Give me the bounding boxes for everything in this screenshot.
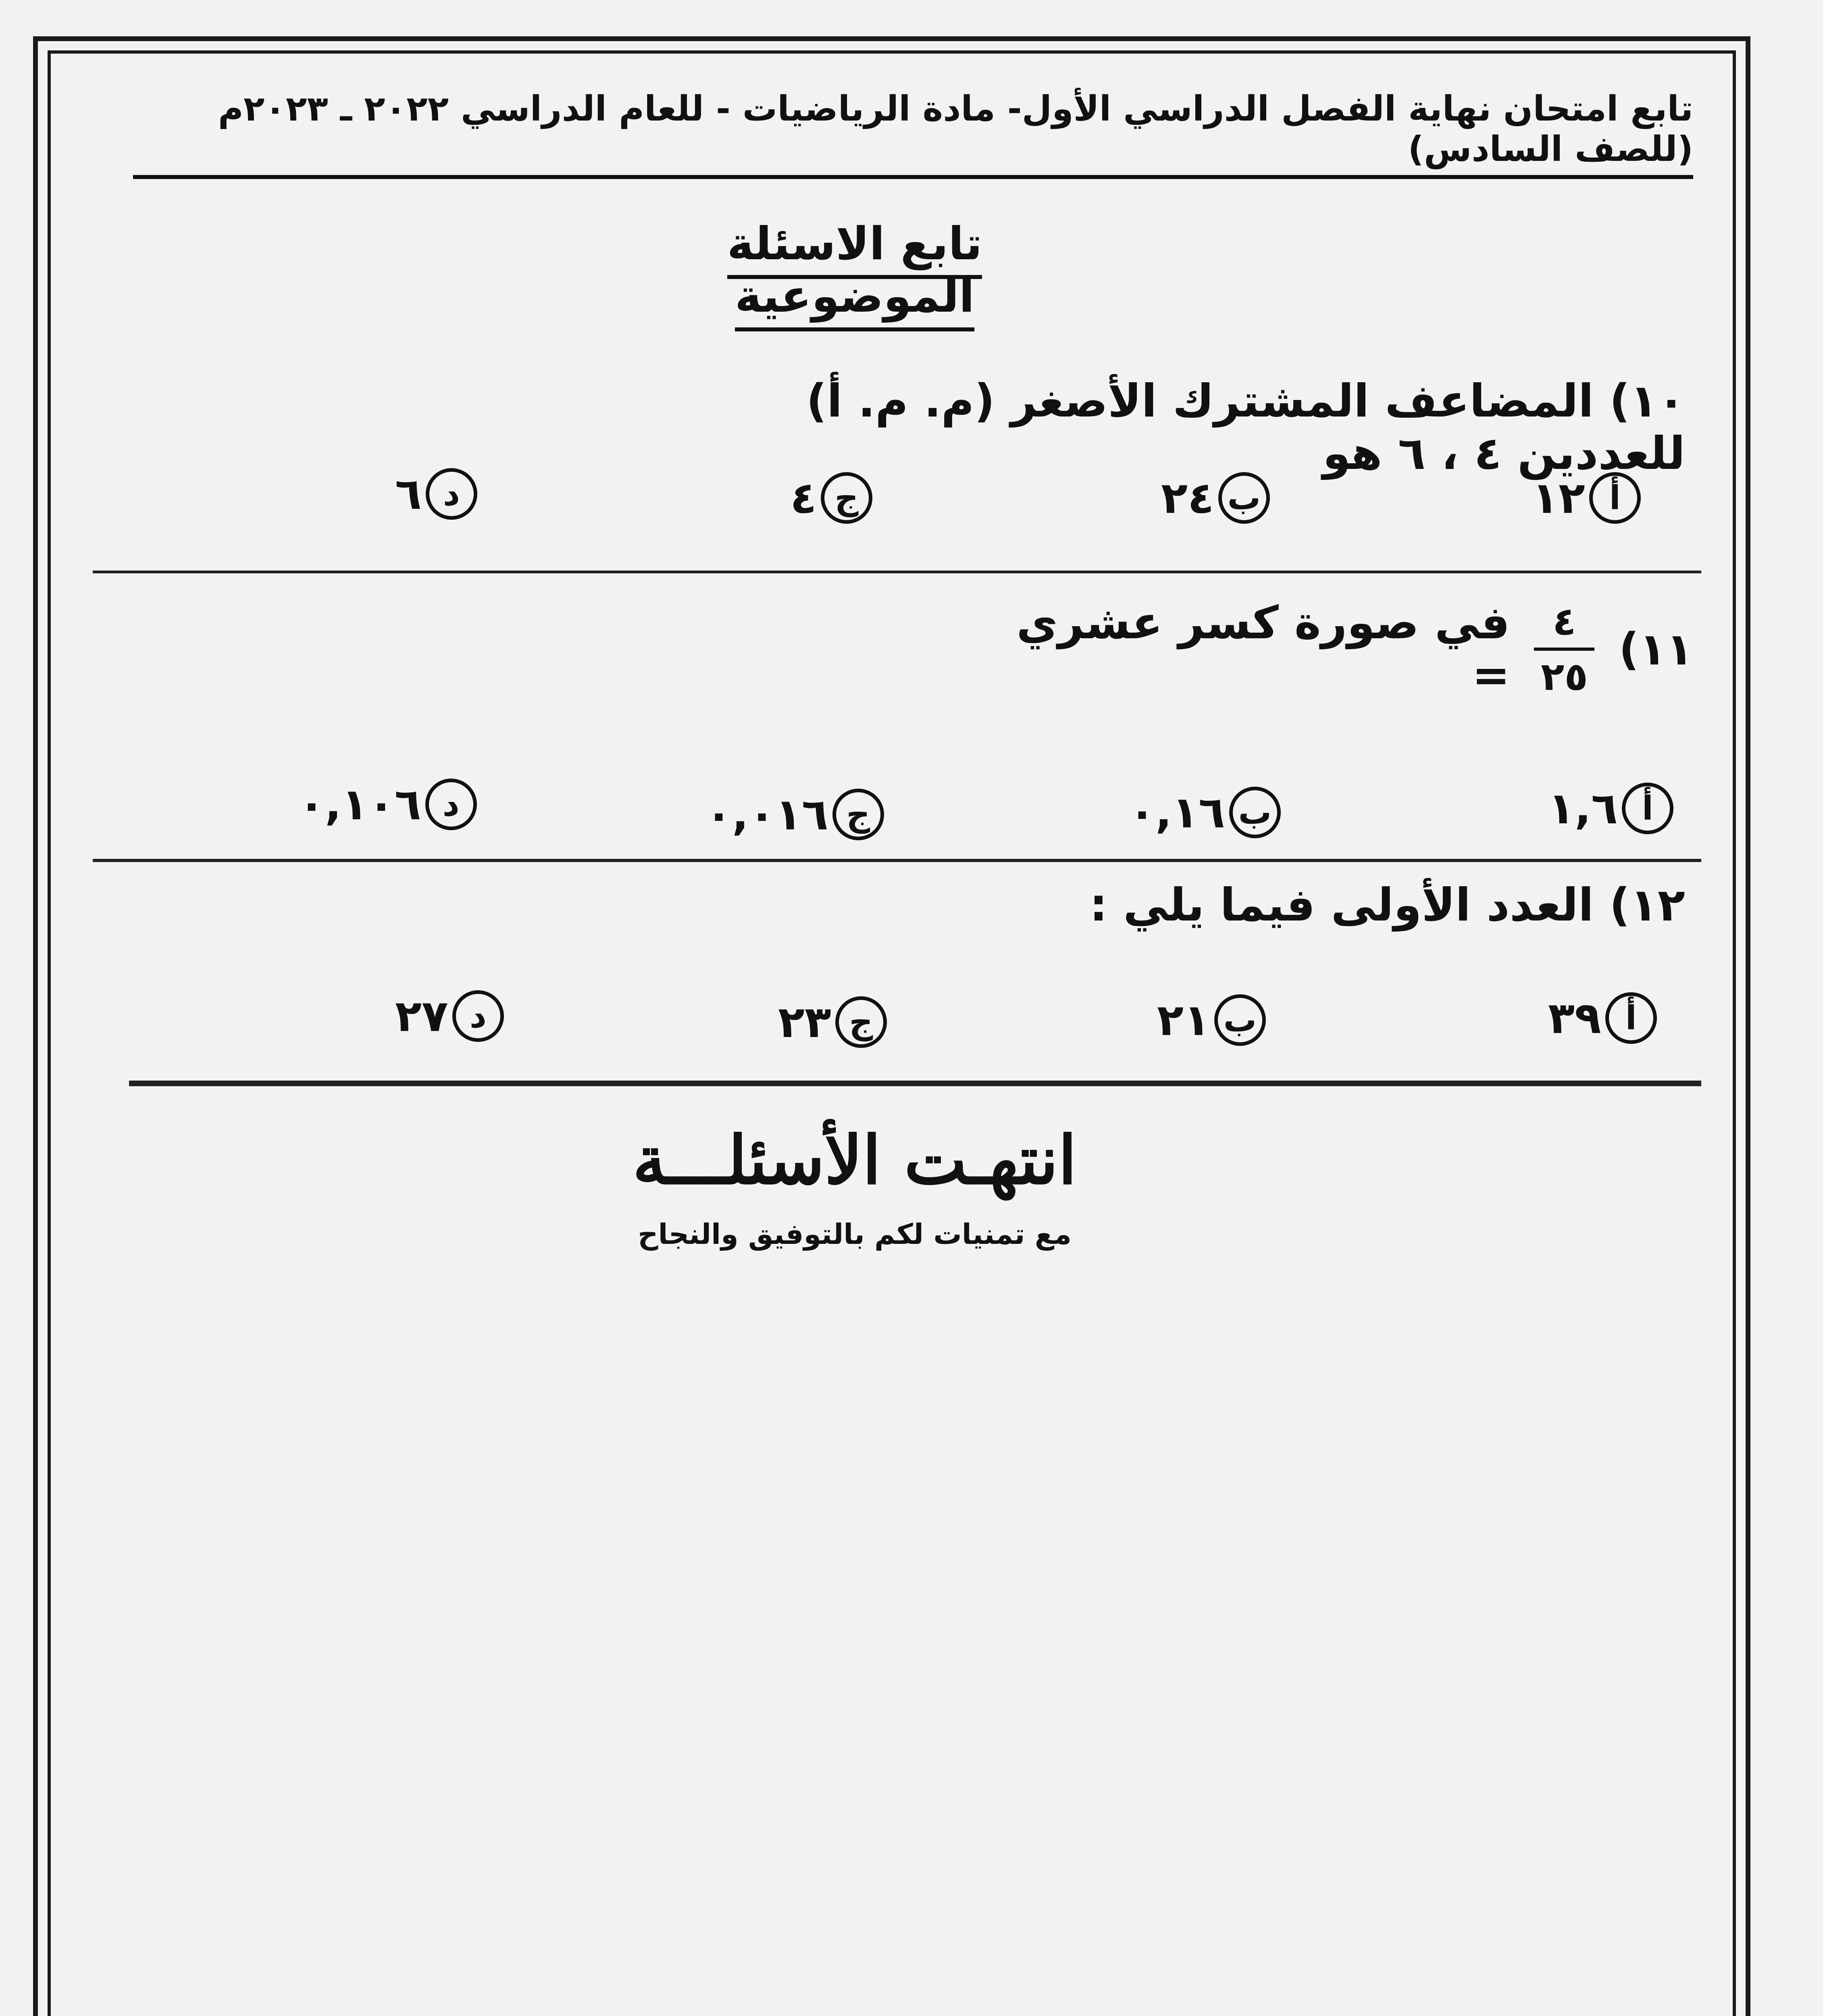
option-b[interactable] [1161,468,1270,528]
question-10 [718,375,1685,480]
question-text: المضاعف المشترك الأصغر (م. م. أ) للعددين ٤ ، ٦ هو [806,375,1685,480]
option-value: ٠,٠١٦ [705,789,828,840]
option-value: ٢٧ [395,991,448,1041]
question-text: العدد الأولى فيما يلي : [1089,879,1594,931]
option-value: ٤ [790,473,817,523]
question-text: في صورة كسر عشري = [1016,597,1510,702]
option-value: ١٢ [1532,473,1585,523]
question-fraction [1534,601,1594,697]
option-b[interactable] [1157,990,1266,1050]
option-d[interactable] [395,986,504,1046]
option-c[interactable] [705,784,884,845]
fraction-denominator: ٢٥ [1540,654,1588,699]
option-letter-badge: د [425,779,477,830]
closing-title: انتهـت الأسئلـــة [633,1121,1077,1199]
option-value: ٦ [395,469,422,519]
section-title-text: تابع الاسئلة الموضوعية [727,218,982,331]
option-c[interactable] [778,992,887,1052]
option-value: ٢٤ [1161,473,1214,523]
option-d[interactable] [395,464,477,524]
option-c[interactable] [790,468,872,528]
closing-subtitle: مع تمنيات لكم بالتوفيق والنجاح [638,1218,1072,1251]
option-value: ٠,١٦ [1129,787,1225,838]
option-a[interactable] [1532,468,1641,528]
question-number: ١١) [1619,623,1693,675]
question-12 [927,879,1685,935]
option-letter-badge: ج [835,996,887,1048]
option-value: ٢١ [1157,995,1210,1045]
option-value: ٠,١٠٦ [298,779,421,830]
option-a[interactable] [1548,778,1673,839]
option-letter-badge: أ [1622,783,1673,834]
option-letter-badge: ب [1218,472,1270,524]
page-border-inner [48,50,1736,2016]
option-letter-badge: ب [1229,787,1281,838]
question-number: ١٠) [1609,375,1685,427]
question-number: ١٢) [1609,879,1685,931]
option-letter-badge: أ [1589,472,1641,524]
option-value: ٢٣ [778,997,831,1048]
question-divider [93,571,1701,573]
fraction-bar [1534,648,1594,651]
question-11 [1008,589,1693,710]
option-letter-badge: د [426,468,477,520]
fraction-numerator: ٤ [1552,599,1576,644]
option-letter-badge: د [452,990,504,1042]
question-divider [93,859,1701,862]
option-d[interactable] [298,774,477,835]
section-title [613,218,1097,323]
option-value: ٣٩ [1548,993,1601,1043]
end-divider [129,1081,1701,1086]
exam-header: تابع امتحان نهاية الفصل الدراسي الأول- مادة الرياضيات - للعام الدراسي ٢٠٢٢ ـ ٢٠٢٣م (للصف السادس) [133,89,1693,179]
option-letter-badge: ج [832,789,884,840]
option-b[interactable] [1129,782,1281,843]
option-letter-badge: ب [1214,994,1266,1046]
option-letter-badge: ج [821,472,872,524]
option-letter-badge: أ [1605,992,1657,1044]
option-value: ١,٦ [1548,783,1618,834]
option-a[interactable] [1548,988,1657,1048]
